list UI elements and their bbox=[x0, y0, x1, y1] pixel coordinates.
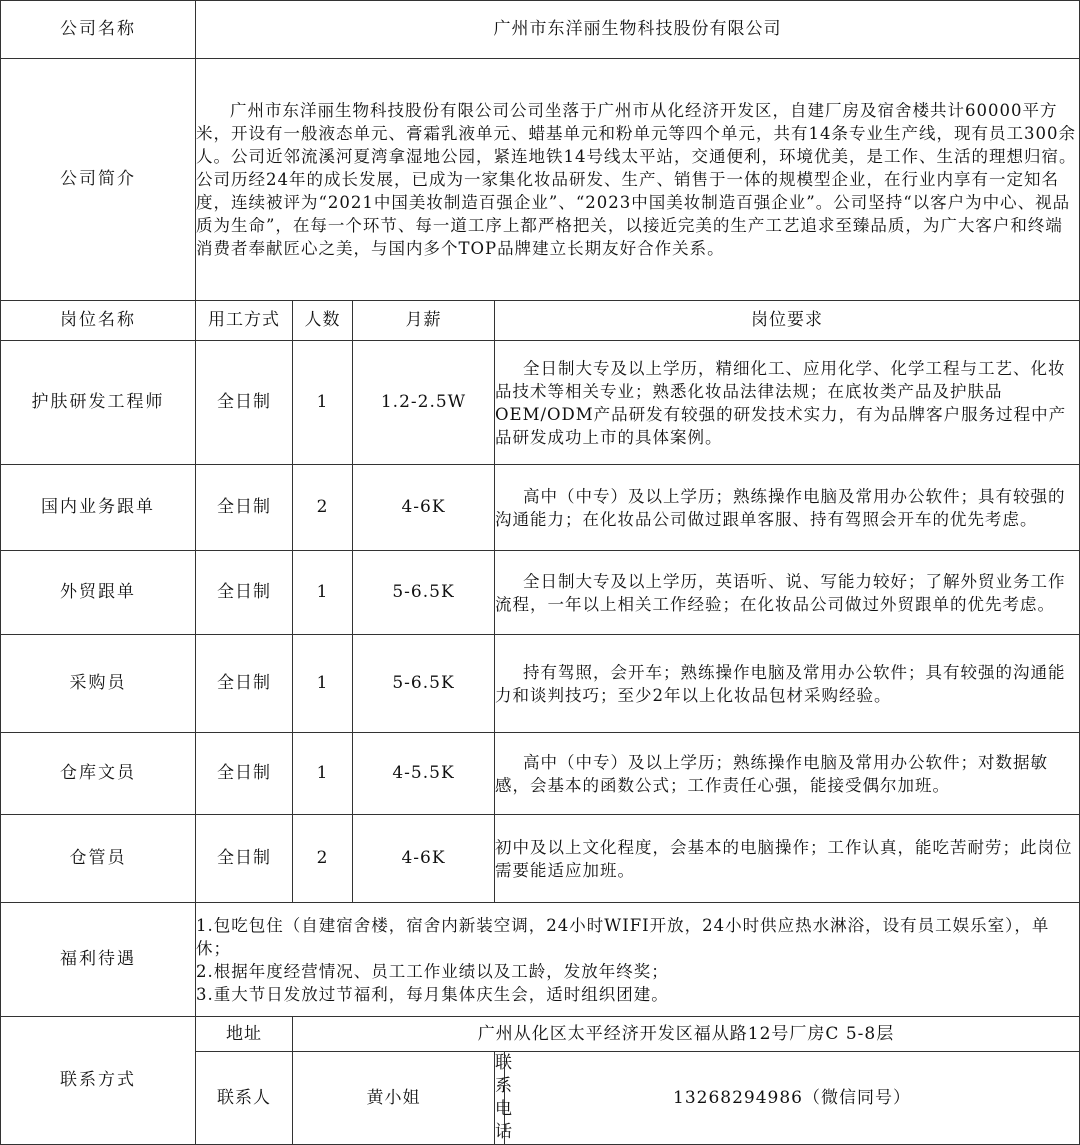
contact-label: 联系方式 bbox=[1, 1017, 196, 1145]
job-row bbox=[1, 815, 1080, 903]
job-salary: 4-6K bbox=[353, 815, 495, 903]
job-row bbox=[1, 551, 1080, 635]
benefit-item: 3.重大节日发放过节福利，每月集体庆生会，适时组织团建。 bbox=[196, 984, 669, 1004]
job-employment-type: 全日制 bbox=[196, 635, 293, 733]
job-headcount: 2 bbox=[293, 465, 353, 551]
job-title: 采购员 bbox=[1, 635, 196, 733]
benefits-row bbox=[1, 903, 1080, 1017]
job-row bbox=[1, 465, 1080, 551]
person-value: 黄小姐 bbox=[293, 1052, 495, 1145]
header-employment-type: 用工方式 bbox=[196, 301, 293, 341]
company-intro-label: 公司简介 bbox=[1, 59, 196, 301]
jobs-header-row bbox=[1, 301, 1080, 341]
job-title: 仓管员 bbox=[1, 815, 196, 903]
job-title: 仓库文员 bbox=[1, 733, 196, 815]
header-job-title: 岗位名称 bbox=[1, 301, 196, 341]
job-salary: 5-6.5K bbox=[353, 635, 495, 733]
job-salary: 1.2-2.5W bbox=[353, 341, 495, 465]
job-salary: 5-6.5K bbox=[353, 551, 495, 635]
contact-address-row bbox=[1, 1017, 1080, 1052]
job-salary: 4-5.5K bbox=[353, 733, 495, 815]
job-title: 外贸跟单 bbox=[1, 551, 196, 635]
phone-label: 联系电话 bbox=[495, 1052, 505, 1145]
job-requirements: 持有驾照，会开车；熟练操作电脑及常用办公软件；具有较强的沟通能力和谈判技巧；至少2年以上化妆品包材采购经验。 bbox=[495, 635, 1080, 733]
benefits-label: 福利待遇 bbox=[1, 903, 196, 1017]
job-employment-type: 全日制 bbox=[196, 465, 293, 551]
address-value: 广州从化区太平经济开发区福从路12号厂房C 5-8层 bbox=[293, 1017, 1080, 1052]
job-employment-type: 全日制 bbox=[196, 341, 293, 465]
benefit-item: 1.包吃包住（自建宿舍楼，宿舍内新装空调，24小时WIFI开放，24小时供应热水淋浴，设有员工娱乐室），单休； bbox=[196, 915, 1050, 958]
benefit-item: 2.根据年度经营情况、员工工作业绩以及工龄，发放年终奖； bbox=[196, 961, 669, 981]
benefits-list bbox=[196, 903, 1080, 1017]
header-requirements: 岗位要求 bbox=[495, 301, 1080, 341]
job-row bbox=[1, 341, 1080, 465]
job-headcount: 1 bbox=[293, 733, 353, 815]
job-headcount: 1 bbox=[293, 551, 353, 635]
job-requirements: 全日制大专及以上学历，精细化工、应用化学、化学工程与工艺、化妆品技术等相关专业；熟悉化妆品法律法规；在底妆类产品及护肤品OEM/ODM产品研发有较强的研发技术实力，有为品牌客户服务过程中产品研发成功上市的具体案例。 bbox=[495, 341, 1080, 465]
job-employment-type: 全日制 bbox=[196, 733, 293, 815]
company-intro-row bbox=[1, 59, 1080, 301]
job-row bbox=[1, 635, 1080, 733]
company-name-label: 公司名称 bbox=[1, 1, 196, 59]
job-row bbox=[1, 733, 1080, 815]
header-salary: 月薪 bbox=[353, 301, 495, 341]
job-employment-type: 全日制 bbox=[196, 551, 293, 635]
job-requirements: 初中及以上文化程度，会基本的电脑操作；工作认真，能吃苦耐劳；此岗位需要能适应加班。 bbox=[495, 815, 1080, 903]
address-label: 地址 bbox=[196, 1017, 293, 1052]
job-employment-type: 全日制 bbox=[196, 815, 293, 903]
job-requirements: 高中（中专）及以上学历；熟练操作电脑及常用办公软件；具有较强的沟通能力；在化妆品公司做过跟单客服、持有驾照会开车的优先考虑。 bbox=[495, 465, 1080, 551]
company-intro-text: 广州市东洋丽生物科技股份有限公司公司坐落于广州市从化经济开发区，自建厂房及宿舍楼共计60000平方米，开设有一般液态单元、膏霜乳液单元、蜡基单元和粉单元等四个单元，共有14条专业生产线，现有员工300余人。公司近邻流溪河夏湾拿湿地公园，紧连地铁14号线太平站，交通便利，环境优美，是工作、生活的理想归宿。公司历经24年的成长发展，已成为一家集化妆品研发、生产、销售于一体的规模型企业，在行业内享有一定知名度，连续被评为“2021中国美妆制造百强企业”、“2023中国美妆制造百强企业”。公司坚持“以客户为中心、视品质为生命”，在每一个环节、每一道工序上都严格把关，以接近完美的生产工艺追求至臻品质，为广大客户和终端消费者奉献匠心之美，与国内多个TOP品牌建立长期友好合作关系。 bbox=[196, 59, 1080, 301]
job-salary: 4-6K bbox=[353, 465, 495, 551]
company-name-value: 广州市东洋丽生物科技股份有限公司 bbox=[196, 1, 1080, 59]
job-requirements: 全日制大专及以上学历，英语听、说、写能力较好；了解外贸业务工作流程，一年以上相关工作经验；在化妆品公司做过外贸跟单的优先考虑。 bbox=[495, 551, 1080, 635]
company-name-row bbox=[1, 1, 1080, 59]
header-headcount: 人数 bbox=[293, 301, 353, 341]
job-headcount: 1 bbox=[293, 341, 353, 465]
job-title: 护肤研发工程师 bbox=[1, 341, 196, 465]
job-title: 国内业务跟单 bbox=[1, 465, 196, 551]
person-label: 联系人 bbox=[196, 1052, 293, 1145]
phone-value: 13268294986（微信同号） bbox=[505, 1052, 1080, 1145]
job-requirements: 高中（中专）及以上学历；熟练操作电脑及常用办公软件；对数据敏感，会基本的函数公式；工作责任心强，能接受偶尔加班。 bbox=[495, 733, 1080, 815]
job-headcount: 1 bbox=[293, 635, 353, 733]
job-headcount: 2 bbox=[293, 815, 353, 903]
